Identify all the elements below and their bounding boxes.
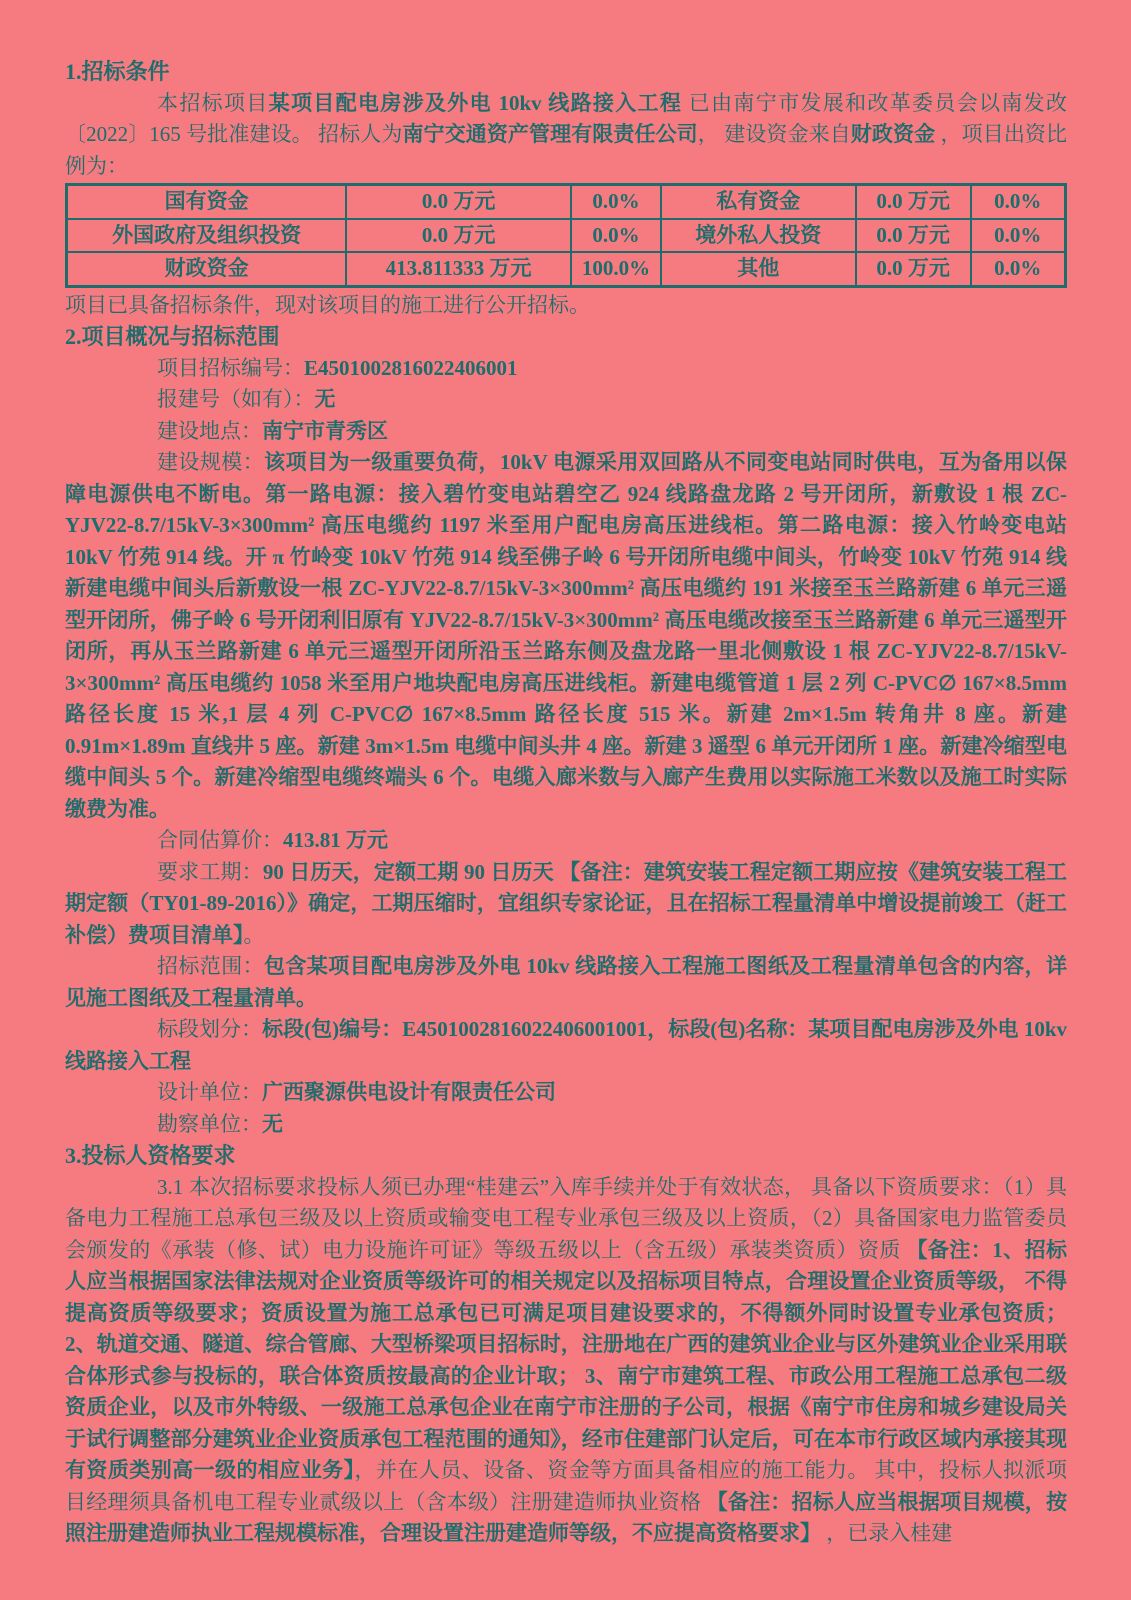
funding-table-row	[67, 185, 1066, 219]
bold-text-run: 某项目配电房涉及外电 10kv 线路接入工程	[268, 90, 683, 115]
bold-text-run: 广西聚源供电设计有限责任公司	[262, 1080, 556, 1104]
section-1-heading: 1.招标条件	[65, 59, 170, 84]
funding-table-cell: 外国政府及组织投资	[67, 219, 347, 253]
funding-table-cell: 国有资金	[67, 185, 347, 219]
design-unit	[65, 1077, 1067, 1109]
text-run: ，并在人员、设备、资金等方面具备相应的施工能力。 其中，投标人拟派项目经理须具备机电工程专业贰级以上（含本级）注册建造师执业资格	[65, 1458, 1067, 1514]
funding-table-cell: 0.0%	[571, 219, 661, 253]
bold-text-run: 财政资金	[850, 122, 936, 146]
funding-table-cell: 0.0%	[971, 219, 1066, 253]
text-run: 项目招标编号：	[157, 355, 304, 380]
text-run: 报建号（如有）：	[157, 387, 315, 411]
bidder-qualification-paragraph	[65, 1172, 1067, 1550]
bid-section-division	[65, 1014, 1067, 1077]
project-tender-number	[65, 353, 1067, 385]
text-run: 标段划分：	[157, 1017, 263, 1041]
bold-text-run: 【备注：1、招标人应当根据国家法律法规对企业资质等级许可的相关规定以及招标项目特点，合理设置企业资质等级， 不得提高资质等级要求；资质设置为施工总承包已可满足项目建设要求的，不得额外同时设置专业承包资质； 2、轨道交通、隧道、综合管廊、大型桥梁项目招标时，注册地在广西的建筑业企业与区外建筑业企业采用联合体形式参与投标的，联合体资质按最高的企业计取； 3、南宁市建筑工程、市政公用工程施工总承包二级资质企业，以及市外特级、一级施工总承包企业在南宁市注册的子公司，根据《南宁市住房和城乡建设局关于试行调整部分建筑业企业资质承包工程范围的通知》，经市住建部门认定后，可在本市行政区域内承接其现有资质类别高一级的相应业务】	[65, 1237, 1067, 1482]
bold-text-run: 【备注：招标人应当根据项目规模，按照注册建造师执业工程规模标准，合理设置注册建造师等级，不应提高资格要求】	[65, 1489, 1068, 1545]
bold-text-run: 无	[314, 387, 336, 411]
funding-table-row	[67, 219, 1066, 253]
tender-scope	[65, 951, 1067, 1014]
funding-table-cell: 0.0%	[971, 185, 1066, 219]
funding-table-cell: 0.0 万元	[856, 252, 971, 286]
text-run: 招标范围：	[157, 954, 264, 978]
bold-text-run: 标段(包)编号：E4501002816022406001001，标段(包)名称：某项目配电房涉及外电 10kv 线路接入工程	[65, 1017, 1067, 1073]
bold-text-run: 南宁交通资产管理有限责任公司	[402, 122, 698, 146]
text-run: 设计单位：	[157, 1080, 262, 1104]
bold-text-run: 南宁市青秀区	[262, 418, 388, 443]
section-3-heading: 3.投标人资格要求	[65, 1143, 236, 1168]
funding-table-cell: 0.0%	[571, 185, 661, 219]
bold-text-run: E4501002816022406001	[304, 355, 518, 380]
required-duration	[65, 857, 1067, 952]
bold-text-run: 413.81 万元	[283, 828, 388, 852]
section-2-heading: 2.项目概况与招标范围	[65, 324, 280, 349]
funding-table-cell: 100.0%	[571, 252, 661, 286]
text-run: ，已录入桂建	[821, 1521, 953, 1545]
bold-text-run: 90 日历天，定额工期 90 日历天	[262, 859, 560, 884]
funding-table-cell: 0.0 万元	[346, 219, 571, 253]
survey-unit	[65, 1109, 1067, 1141]
text-run: ， 建设资金来自	[697, 122, 851, 146]
bold-text-run: 【备注：建筑安装工程定额工期应按《建筑安装工程工期定额（TY01-89-2016）》确定，工期压缩时，宜组织专家论证，且在招标工程量清单中增设提前竣工（赶工补偿）费项目清单】	[65, 859, 1068, 947]
text-run: 。	[243, 922, 265, 947]
text-run: 勘察单位：	[157, 1111, 262, 1136]
funding-table-cell: 0.0 万元	[856, 219, 971, 253]
text-run: ，项目出资比例为：	[65, 122, 1068, 178]
funding-table-cell: 413.811333 万元	[346, 252, 571, 286]
funding-table-cell: 0.0%	[971, 252, 1066, 286]
tender-conditions-paragraph	[65, 88, 1067, 183]
text-run: 3.1 本次招标要求投标人须已办理“桂建云”入库手续并处于有效状态， 具备以下资质要求：（1）具备电力工程施工总承包三级及以上资质或输变电工程专业承包三级及以上资质，（2）具备国家电力监管委员会颁发的《承装（修、试）电力设施许可证》等级五级以上（含五级）承装类资质）资质	[65, 1174, 1067, 1262]
construction-scale	[65, 447, 1067, 825]
text-run: 建设规模：	[157, 450, 265, 474]
text-run: 本招标项目	[157, 90, 269, 115]
bold-text-run: 包含某项目配电房涉及外电 10kv 线路接入工程施工图纸及工程量清单包含的内容，详见施工图纸及工程量清单。	[65, 954, 1067, 1010]
text-run: 项目已具备招标条件，现对该项目的施工进行公开招标。	[65, 292, 590, 317]
funding-table-cell: 0.0 万元	[346, 185, 571, 219]
tender-ready-statement	[65, 290, 1067, 322]
bold-text-run: 该项目为一级重要负荷，10kV 电源采用双回路从不同变电站同时供电，互为备用以保障电源供电不断电。第一路电源：接入碧竹变电站碧空乙 924 线路盘龙路 2 号开闭所，新敷设 1 根 ZC-YJV22-8.7/15kV-3×300mm² 高压电缆约 1197 米至用户配电房高压进线柜。第二路电源：接入竹岭变电站 10kV 竹苑 914 线。开 π 竹岭变 10kV 竹苑 914 线至佛子岭 6 号开闭所电缆中间头，竹岭变 10kV 竹苑 914 线新建电缆中间头后新敷设一根 ZC-YJV22-8.7/15kV-3×300mm² 高压电缆约 191 米接至玉兰路新建 6 单元三遥型开闭所，佛子岭 6 号开闭利旧原有 YJV22-8.7/15kV-3×300mm² 高压电缆改接至玉兰路新建 6 单元三遥型开闭所，再从玉兰路新建 6 单元三遥型开闭所沿玉兰路东侧及盘龙路一里北侧敷设 1 根 ZC-YJV22-8.7/15kV-3×300mm² 高压电缆约 1058 米至用户地块配电房高压进线柜。新建电缆管道 1 层 2 列 C-PVC∅ 167×8.5mm 路径长度 15 米,1 层 4 列 C-PVC∅ 167×8.5mm 路径长度 515 米。新建 2m×1.5m 转角井 8 座。新建 0.91m×1.89m 直线井 5 座。新建 3m×1.5m 电缆中间头井 4 座。新建 3 遥型 6 单元开闭所 1 座。新建冷缩型电缆中间头 5 个。新建冷缩型电缆终端头 6 个。电缆入廊米数与入廊产生费用以实际施工米数以及施工时实际缴费为准。	[65, 450, 1068, 821]
text-run: 要求工期：	[157, 859, 263, 884]
bold-text-run: 无	[262, 1111, 283, 1136]
contract-estimate-price	[65, 825, 1067, 857]
text-run: 合同估算价：	[157, 828, 283, 852]
funding-table-cell: 私有资金	[661, 185, 856, 219]
funding-table-cell: 0.0 万元	[856, 185, 971, 219]
funding-table-cell: 财政资金	[67, 252, 347, 286]
filing-number	[65, 384, 1067, 416]
text-run: 建设地点：	[157, 418, 262, 443]
funding-ratio-table	[65, 183, 1067, 288]
funding-table-row	[67, 252, 1066, 286]
text-run: 已由南宁市发展和改革委员会以南发改〔2022〕165 号批准建设。 招标人为	[65, 90, 1068, 146]
construction-location	[65, 416, 1067, 448]
funding-table-cell: 境外私人投资	[661, 219, 856, 253]
funding-table-cell: 其他	[661, 252, 856, 286]
